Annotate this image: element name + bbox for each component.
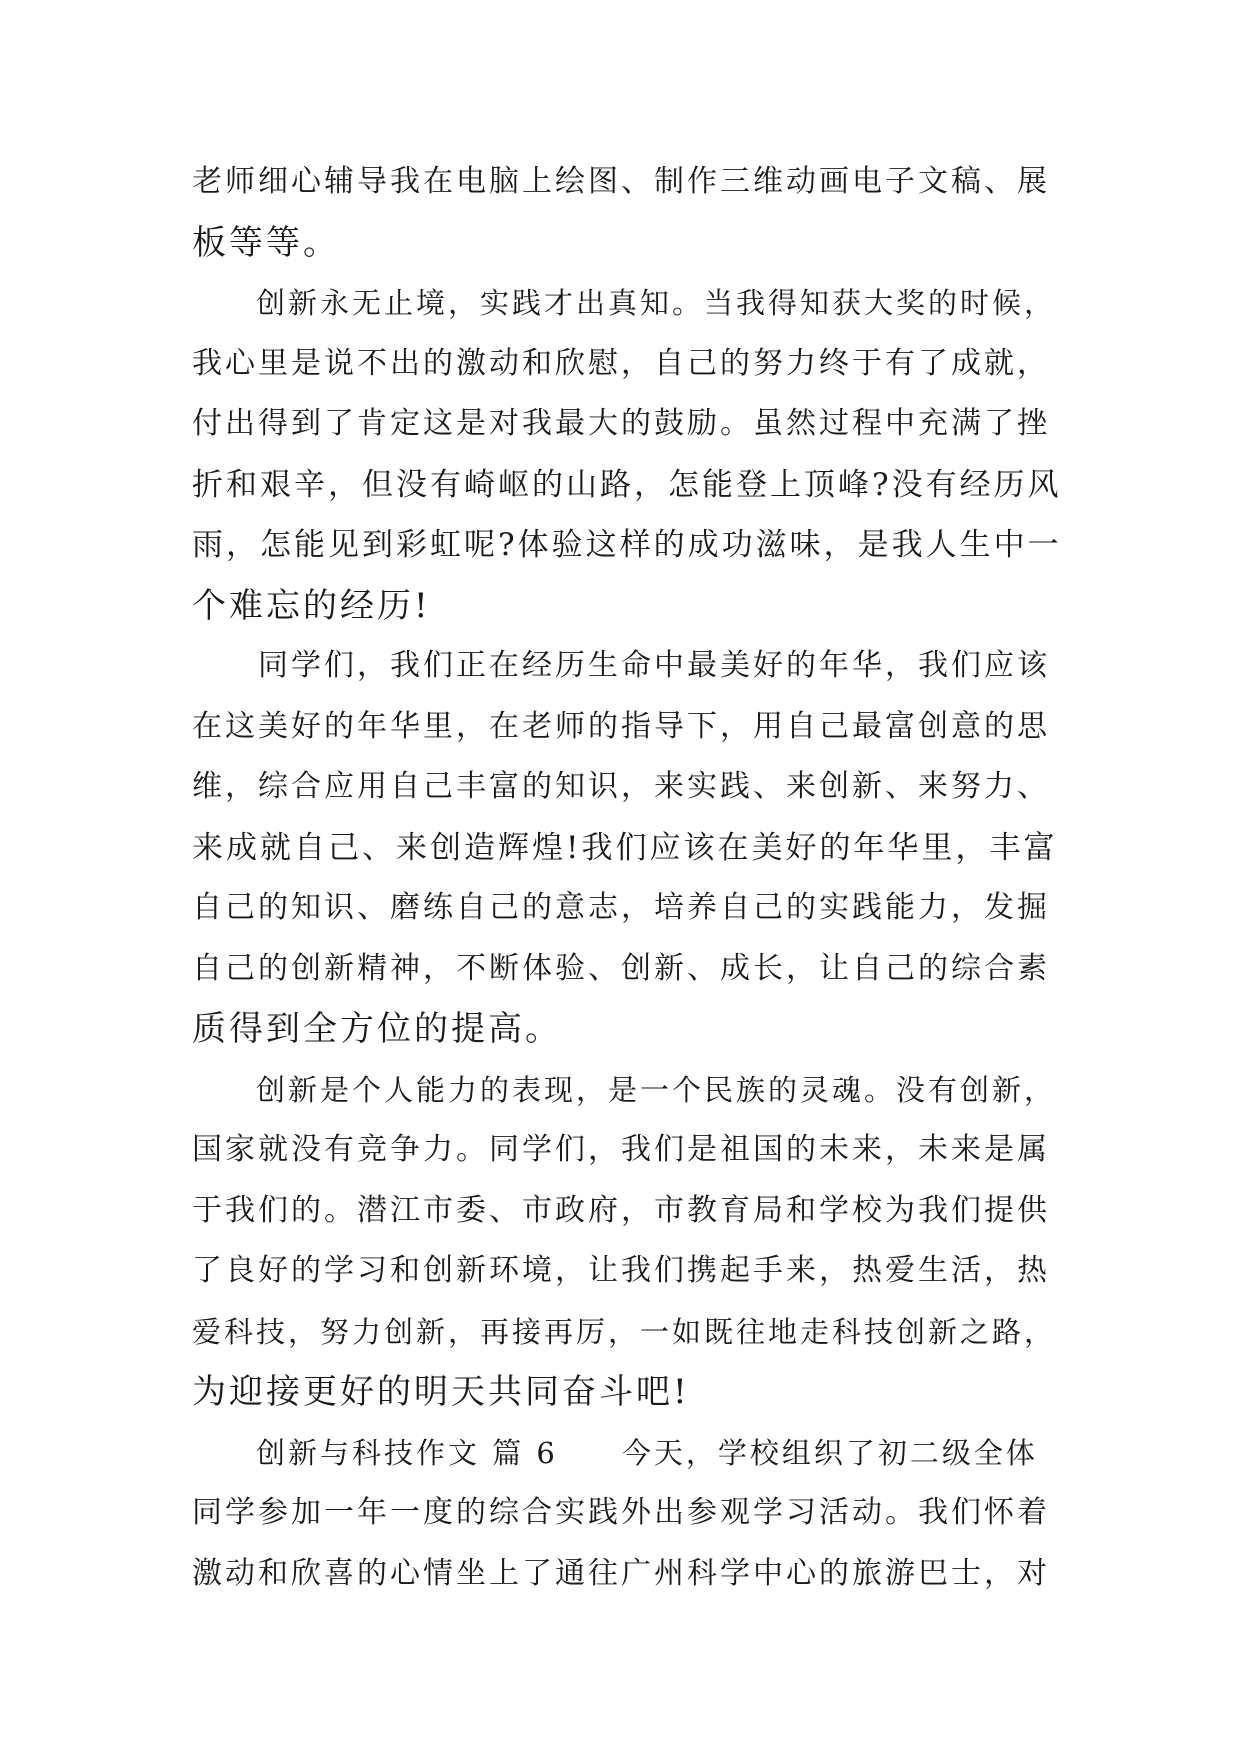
text-line: 来成就自己、来创造辉煌!我们应该在美好的年华里，丰富	[192, 829, 1058, 866]
text-line: 于我们的。潜江市委、市政府，市教育局和学校为我们提供	[192, 1192, 1050, 1228]
text-line: 激动和欣喜的心情坐上了通往广州科学中心的旅游巴士，对	[192, 1555, 1050, 1591]
text-line: 折和艰辛，但没有崎岖的山路，怎能登上顶峰?没有经历风	[192, 466, 1062, 503]
text-line: 了良好的学习和创新环境，让我们携起手来，热爱生活，热	[192, 1253, 1050, 1288]
text-line: 板等等。	[192, 222, 340, 263]
text-line: 自己的创新精神，不断体验、创新、成长，让自己的综合素	[192, 950, 1050, 986]
text-line: 质得到全方位的提高。	[192, 1009, 562, 1049]
text-line: 爱科技，努力创新，再接再厉，一如既往地走科技创新之路，	[192, 1314, 1057, 1349]
text-line: 同学参加一年一度的综合实践外出参观学习活动。我们怀着	[192, 1495, 1050, 1530]
text-line: 创新与科技作文 篇 6 今天，学校组织了初二级全体	[192, 1435, 1038, 1470]
text-line: 为迎接更好的明天共同奋斗吧!	[192, 1372, 690, 1412]
text-line: 个难忘的经历!	[192, 585, 431, 626]
text-line: 创新是个人能力的表现，是一个民族的灵魂。没有创新，	[192, 1072, 1057, 1107]
text-line: 同学们，我们正在经历生命中最美好的年华，我们应该	[192, 648, 1050, 683]
text-line: 老师细心辅导我在电脑上绘图、制作三维动画电子文稿、展	[192, 164, 1050, 199]
text-line: 国家就没有竞争力。同学们，我们是祖国的未来，未来是属	[192, 1132, 1050, 1167]
text-line: 雨，怎能见到彩虹呢?体验这样的成功滋味，是我人生中一	[192, 527, 1062, 563]
text-line: 维，综合应用自己丰富的知识，来实践、来创新、来努力、	[192, 769, 1050, 804]
text-line: 付出得到了肯定这是对我最大的鼓励。虽然过程中充满了挫	[192, 406, 1050, 441]
document-body	[192, 152, 1062, 1604]
text-line: 自己的知识、磨练自己的意志，培养自己的实践能力，发掘	[192, 890, 1050, 925]
text-line: 我心里是说不出的激动和欣慰，自己的努力终于有了成就，	[192, 345, 1050, 381]
text-line: 创新永无止境，实践才出真知。当我得知获大奖的时候，	[192, 286, 1057, 320]
text-line: 在这美好的年华里，在老师的指导下，用自己最富创意的思	[192, 708, 1050, 744]
